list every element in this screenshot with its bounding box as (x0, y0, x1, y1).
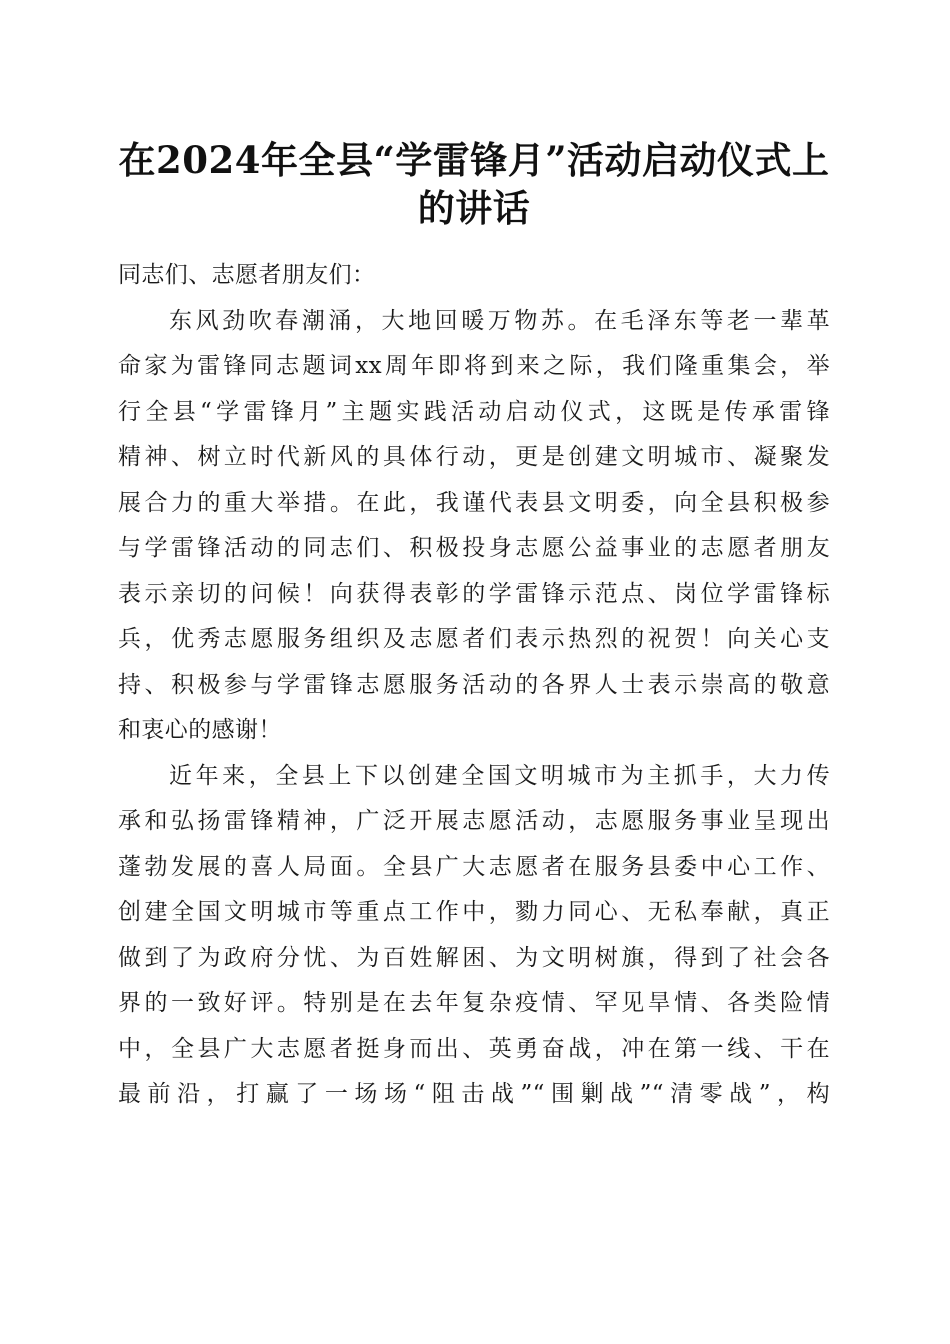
document-title (118, 136, 830, 232)
paragraph-line: 兵，优秀志愿服务组织及志愿者们表示热烈的祝贺！向关心支 (118, 626, 830, 652)
paragraph-line: 做到了为政府分忧、为百姓解困、为文明树旗，得到了社会各 (118, 944, 830, 971)
paragraph-line: 持、积极参与学雷锋志愿服务活动的各界人士表示崇高的敬意 (118, 671, 830, 698)
paragraph-line: 命家为雷锋同志题词xx周年即将到来之际，我们隆重集会，举 (118, 353, 830, 379)
paragraph-line: 承和弘扬雷锋精神，广泛开展志愿活动，志愿服务事业呈现出 (118, 808, 830, 834)
paragraph-line: 蓬勃发展的喜人局面。全县广大志愿者在服务县委中心工作、 (118, 853, 830, 880)
title-line: 的讲话 (417, 186, 531, 230)
paragraph-line: 东风劲吹春潮涌，大地回暖万物苏。在毛泽东等老一辈革 (169, 307, 830, 334)
paragraph (118, 754, 830, 1118)
document-body (118, 253, 830, 1118)
paragraph-line: 界的一致好评。特别是在去年复杂疫情、罕见旱情、各类险情 (118, 990, 830, 1016)
paragraph-line: 和衷心的感谢！ (118, 717, 282, 743)
title-line: 在2024年全县“学雷锋月”活动启动仪式上 (118, 138, 830, 182)
paragraph-line: 精神、树立时代新风的具体行动，更是创建文明城市、凝聚发 (118, 444, 830, 470)
paragraph-line: 表示亲切的问候！向获得表彰的学雷锋示范点、岗位学雷锋标 (118, 580, 830, 607)
paragraph-line: 与学雷锋活动的同志们、积极投身志愿公益事业的志愿者朋友 (118, 535, 830, 561)
paragraph-line: 最前沿，打赢了一场场“阻击战”“围剿战”“清零战”，构 (118, 1081, 830, 1107)
paragraph-line: 近年来，全县上下以创建全国文明城市为主抓手，大力传 (169, 762, 830, 789)
salutation: 同志们、志愿者朋友们： (118, 262, 376, 288)
paragraph-line: 展合力的重大举措。在此，我谨代表县文明委，向全县积极参 (118, 489, 830, 516)
paragraph-line: 创建全国文明城市等重点工作中，勠力同心、无私奉献，真正 (118, 899, 830, 925)
paragraph-line: 中，全县广大志愿者挺身而出、英勇奋战，冲在第一线、干在 (118, 1035, 830, 1062)
paragraph (118, 299, 830, 754)
paragraph-line: 行全县“学雷锋月”主题实践活动启动仪式，这既是传承雷锋 (118, 398, 830, 425)
